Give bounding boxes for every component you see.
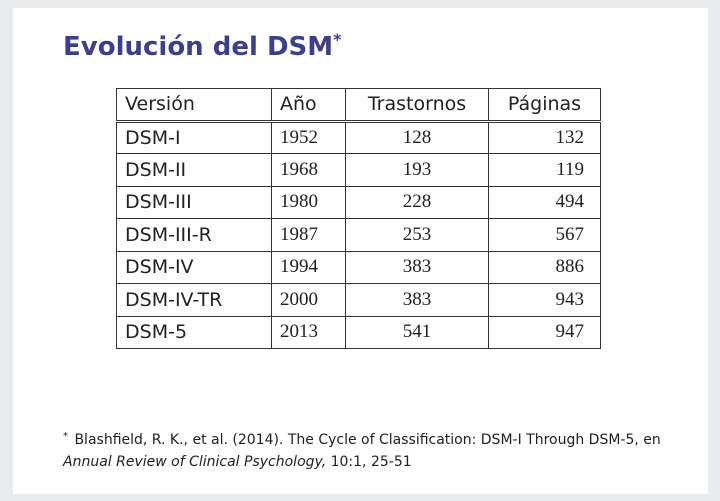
cell-pages: 886	[489, 251, 601, 284]
cell-pages: 943	[489, 284, 601, 317]
table-row	[117, 186, 601, 219]
table-header-row	[117, 89, 601, 122]
cell-disorders: 541	[346, 316, 489, 349]
dsm-table	[116, 88, 601, 349]
table-row	[117, 121, 601, 154]
table-row	[117, 219, 601, 252]
cell-pages: 947	[489, 316, 601, 349]
cell-pages: 567	[489, 219, 601, 252]
table-row	[117, 154, 601, 187]
footnote-citation	[63, 426, 683, 473]
footnote-text: Blashfield, R. K., et al. (2014). The Cycle of Classification: DSM-I Through DSM-5, en	[74, 432, 661, 448]
table-row	[117, 251, 601, 284]
cell-pages: 494	[489, 186, 601, 219]
cell-pages: 132	[489, 121, 601, 154]
cell-year: 2013	[272, 316, 346, 349]
table-row	[117, 316, 601, 349]
cell-pages: 119	[489, 154, 601, 187]
footnote-journal: Annual Review of Clinical Psychology,	[63, 454, 327, 470]
table-row	[117, 284, 601, 317]
cell-version: DSM-IV	[117, 251, 272, 284]
cell-version: DSM-III	[117, 186, 272, 219]
title-footnote-mark: *	[333, 30, 342, 49]
cell-disorders: 383	[346, 284, 489, 317]
cell-disorders: 253	[346, 219, 489, 252]
footnote-mark: *	[63, 431, 68, 442]
cell-year: 1980	[272, 186, 346, 219]
cell-year: 1987	[272, 219, 346, 252]
cell-disorders: 383	[346, 251, 489, 284]
cell-version: DSM-I	[117, 121, 272, 154]
cell-version: DSM-III-R	[117, 219, 272, 252]
slide-title	[63, 30, 342, 62]
cell-year: 2000	[272, 284, 346, 317]
cell-version: DSM-II	[117, 154, 272, 187]
cell-disorders: 193	[346, 154, 489, 187]
cell-version: DSM-IV-TR	[117, 284, 272, 317]
header-version: Versión	[117, 89, 272, 122]
slide	[13, 8, 708, 494]
header-pages: Páginas	[489, 89, 601, 122]
cell-disorders: 128	[346, 121, 489, 154]
footnote-tail: 10:1, 25-51	[326, 454, 412, 470]
cell-year: 1968	[272, 154, 346, 187]
title-text: Evolución del DSM	[63, 32, 334, 62]
header-disorders: Trastornos	[346, 89, 489, 122]
cell-disorders: 228	[346, 186, 489, 219]
cell-version: DSM-5	[117, 316, 272, 349]
cell-year: 1952	[272, 121, 346, 154]
header-year: Año	[272, 89, 346, 122]
cell-year: 1994	[272, 251, 346, 284]
